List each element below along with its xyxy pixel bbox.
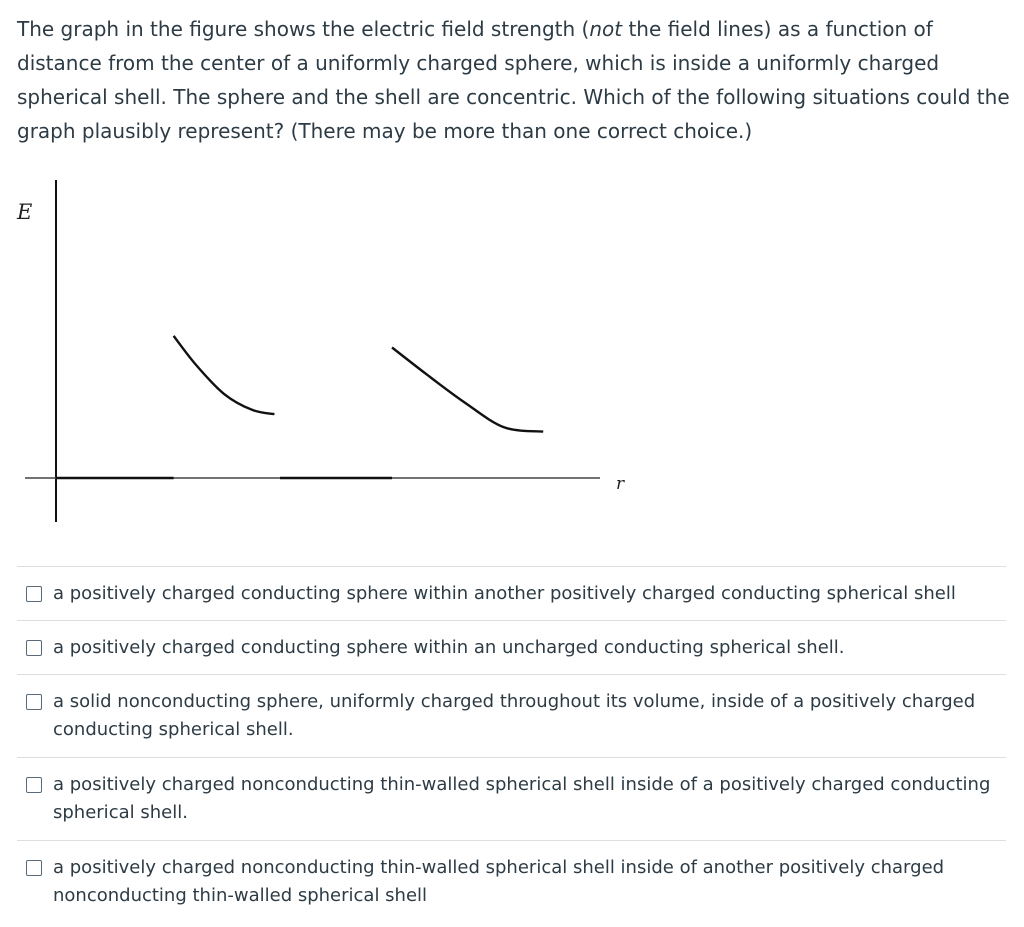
question-part-1: The graph in the figure shows the electric field strength (	[17, 17, 590, 41]
answer-option-4[interactable]	[17, 757, 1006, 840]
answer-label-2: a positively charged conducting sphere within an uncharged conducting spherical shell.	[53, 637, 845, 658]
answer-checkbox-4[interactable]	[26, 777, 42, 793]
answer-option-2[interactable]	[17, 620, 1006, 674]
answer-label-3: a solid nonconducting sphere, uniformly charged throughout its volume, inside of a positively charged conducting spherical shell.	[53, 691, 976, 740]
answer-checkbox-5[interactable]	[26, 860, 42, 876]
answer-label-1: a positively charged conducting sphere within another positively charged conducting spherical shell	[53, 583, 956, 604]
field-strength-graph	[0, 168, 660, 538]
answer-label-5: a positively charged nonconducting thin-walled spherical shell inside of another positively charged nonconducting thin-walled spherical shell	[53, 857, 945, 906]
question-part-2: the field lines) as a function of distance from the center of a uniformly charged sphere, which is inside a uniformly charged spherical shell. The sphere and the shell are concentric. Which of the following situations could the graph plausibly represent? (There may be more than one correct choice.)	[17, 17, 1010, 143]
answer-list	[17, 566, 1006, 923]
answer-option-3[interactable]	[17, 674, 1006, 757]
series-line-4	[392, 348, 543, 432]
answer-checkbox-3[interactable]	[26, 694, 42, 710]
answer-option-5[interactable]	[17, 840, 1006, 923]
answer-label-4: a positively charged nonconducting thin-walled spherical shell inside of a positively charged conducting spherical shell.	[53, 774, 991, 823]
question-emphasis: not	[589, 17, 623, 41]
y-axis-label: E	[17, 200, 33, 224]
answer-option-1[interactable]	[17, 566, 1006, 620]
question-text	[17, 12, 1012, 148]
series-layer	[56, 336, 543, 478]
answer-checkbox-2[interactable]	[26, 640, 42, 656]
series-line-2	[174, 336, 275, 414]
x-axis-label: r	[616, 474, 625, 494]
answer-checkbox-1[interactable]	[26, 586, 42, 602]
